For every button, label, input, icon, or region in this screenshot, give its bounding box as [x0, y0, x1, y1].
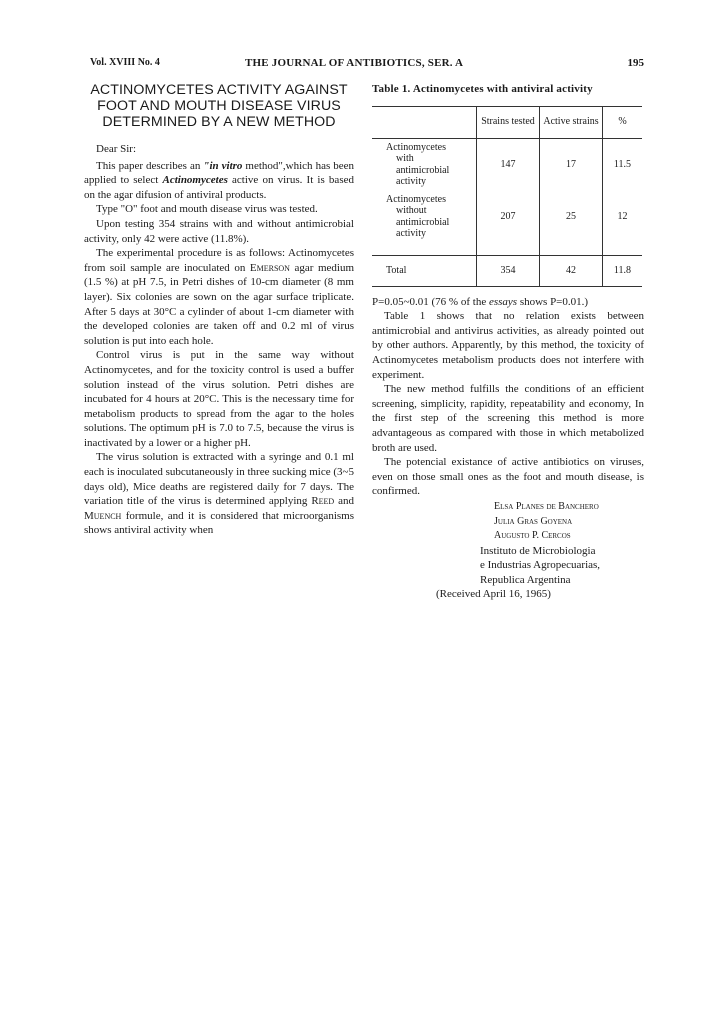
title-line: ACTINOMYCETES ACTIVITY AGAINST — [90, 82, 348, 98]
paragraph: Upon testing 354 strains with and without antimicrobial activity, only 42 were active (11.8%). — [84, 217, 354, 245]
row-label: Actinomycetes with antimicrobial activity — [386, 141, 450, 188]
running-header — [90, 57, 644, 69]
paragraph: The experimental procedure is as follows: Actinomycetes from soil sample are inoculated on Emerson agar medium (1.5 %) at pH 7.5, in Petri dishes of 10-cm diameter (8 mm layer). Six colonies are sown on the agar surface triplicate. After 5 days at 30°C a cylinder of about 1-cm diameter with the developed colonies are taken off and 0.2 ml of virus solution is put into each hole. — [84, 247, 354, 347]
title-line: DETERMINED BY A NEW METHOD — [102, 114, 336, 130]
table-caption: Table 1. Actinomycetes with antiviral activity — [372, 83, 593, 95]
cell-percent: 12 — [603, 191, 643, 243]
paragraph: Type "O" foot and mouth disease virus was tested. — [96, 203, 318, 216]
signature-block — [372, 500, 644, 602]
table-row — [372, 138, 642, 191]
volume-label: Vol. XVIII No. 4 — [90, 57, 160, 68]
right-column — [372, 82, 644, 602]
header-active: Active strains — [540, 106, 603, 138]
received-date: (Received April 16, 1965) — [436, 588, 551, 601]
paragraph: The virus solution is extracted with a syringe and 0.1 ml each is inoculated subcutaneously in three sucking mice (3~5 days old), Mice deaths are registered daily for 7 days. The variation title of the virus is determined applying Reed and Muench formule, and it is considered that microorganisms shows antiviral activity when — [84, 451, 354, 537]
header-percent: % — [603, 106, 643, 138]
total-percent: 11.8 — [603, 255, 643, 286]
institute-line: e Industrias Agropecuarias, — [480, 559, 601, 572]
paragraph: Table 1 shows that no relation exists between antimicrobial and antivirus activities, as already pointed out by other authors. Apparently, by this method, the toxicity of Actinomycetes metabolism products does not interfere with experiment. — [372, 310, 644, 381]
cell-active: 17 — [540, 138, 603, 191]
journal-name: THE JOURNAL OF ANTIBIOTICS, SER. A — [245, 57, 464, 69]
row-label: Actinomycetes without antimicrobial activity — [386, 193, 450, 240]
table-header-row — [372, 106, 642, 138]
salutation: Dear Sir: — [96, 143, 137, 155]
total-strains: 354 — [477, 255, 540, 286]
results-table — [372, 106, 642, 287]
table-row — [372, 191, 642, 243]
cell-strains: 207 — [477, 191, 540, 243]
header-strains: Strains tested — [477, 106, 540, 138]
author-name: Augusto P. Cercos — [494, 530, 571, 542]
institute-line: Instituto de Microbiologia — [480, 544, 596, 557]
cell-percent: 11.5 — [603, 138, 643, 191]
page-number: 195 — [627, 57, 644, 69]
paragraph: This paper describes an "in vitro method",which has been applied to select Actinomycetes active on virus. It is based on the agar difusion of antiviral products. — [84, 159, 355, 201]
paragraph: The potencial existance of active antibiotics on viruses, even on those small ones as the foot and mouth disease, is confirmed. — [372, 456, 644, 498]
author-name: Elsa Planes de Banchero — [494, 500, 599, 512]
total-active: 42 — [540, 255, 603, 286]
cell-strains: 147 — [477, 138, 540, 191]
total-label: Total — [372, 255, 477, 286]
article-title — [84, 82, 354, 130]
author-name: Julia Gras Goyena — [494, 515, 573, 527]
cell-active: 25 — [540, 191, 603, 243]
table-total-row — [372, 255, 642, 286]
paragraph: Control virus is put in the same way without Actinomycetes, and for the toxicity control is used a buffer solution instead of the virus solution. Petri dishes are incubated for 4 hours at 20°C. This is the necessary time for metabolism products to spread from the agar to the holes solutions. The optimum pH is 7.0 to 7.5, because the virus is inactivated by a lower or a higher pH. — [84, 349, 354, 449]
p-value-note: P=0.05~0.01 (76 % of the essays shows P=0.01.) — [372, 295, 589, 308]
paragraph: The new method fulfills the conditions of an efficient screening, simplicity, rapidity, repeatability and economy, In the first step of the screening this method is more advantageous as compared with those in which metabolized broth are used. — [372, 383, 644, 454]
title-line: FOOT AND MOUTH DISEASE VIRUS — [97, 98, 341, 114]
left-column — [84, 82, 354, 538]
institute-line: Republica Argentina — [480, 573, 571, 586]
